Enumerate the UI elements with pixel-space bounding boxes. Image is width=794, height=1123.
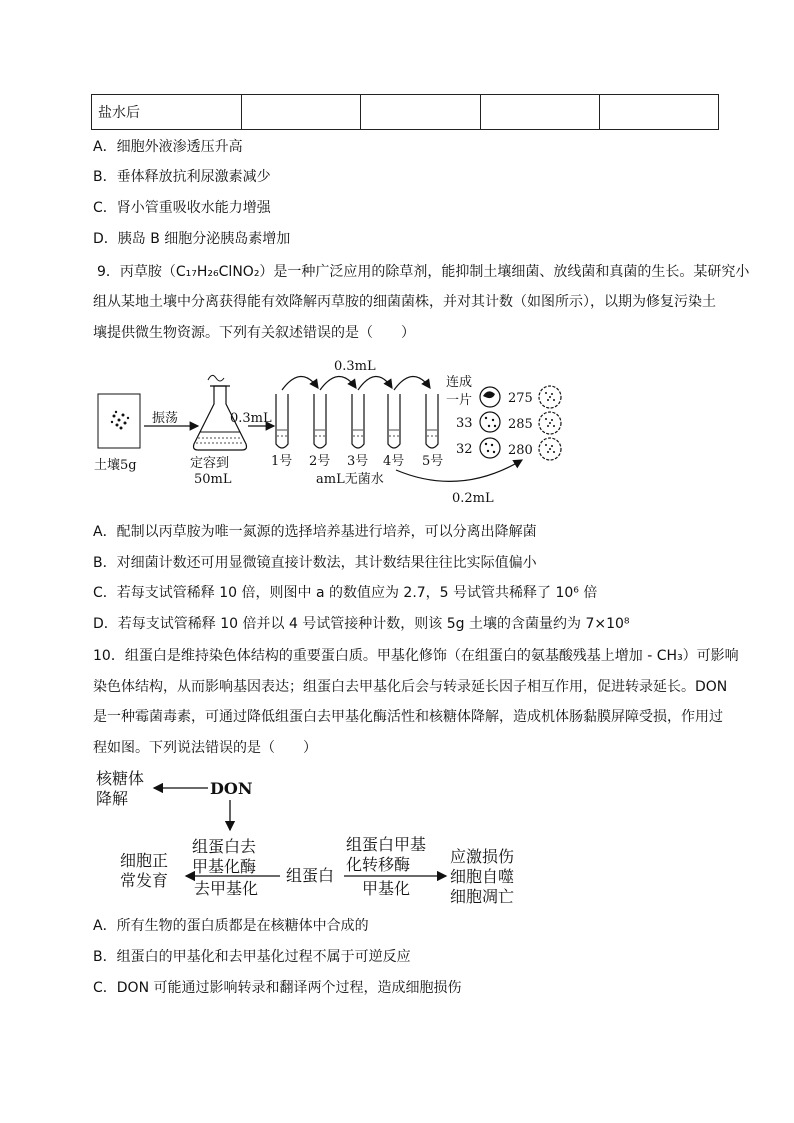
count-right-2: 285 — [508, 417, 533, 432]
table-cell — [242, 95, 361, 130]
tube-label-5: 5号 — [422, 454, 444, 469]
test-tubes — [276, 394, 438, 448]
ribosome-label-line1: 核糖体 — [96, 769, 145, 788]
q8-option-a: A．细胞外液渗透压升高 — [93, 139, 243, 155]
merged-label-line1: 连成 — [446, 375, 473, 390]
q10-option-b: B．组蛋白的甲基化和去甲基化过程不属于可逆反应 — [93, 949, 411, 965]
table-cell — [361, 95, 480, 130]
count-right-1: 275 — [508, 391, 533, 406]
table-cell — [480, 95, 599, 130]
shake-label: 振荡 — [152, 411, 179, 426]
table-row — [92, 95, 719, 130]
demethylase-label-line2: 甲基化酶 — [192, 857, 257, 876]
q9-option-d: D．若每支试管稀释 10 倍并以 4 号试管接种计数，则该 5g 土壤的含菌量约为 7×10⁸ — [93, 616, 630, 632]
demethylation-label: 去甲基化 — [194, 879, 259, 898]
tube-label-4: 4号 — [383, 454, 405, 469]
data-table — [91, 94, 719, 130]
count-right-3: 280 — [508, 443, 533, 458]
q9-option-c: C．若每支试管稀释 10 倍，则图中 a 的数值应为 2.7，5 号试管共稀释了 10⁶ 倍 — [93, 585, 598, 601]
volume-label: 0.3mL — [230, 411, 272, 426]
petri-dishes-right — [539, 386, 561, 460]
tube-label-2: 2号 — [309, 454, 331, 469]
q10-option-a: A．所有生物的蛋白质都是在核糖体中合成的 — [93, 918, 369, 934]
q8-option-c: C．肾小管重吸收水能力增强 — [93, 200, 271, 216]
soil-particles — [111, 411, 129, 430]
outcome-line2: 细胞自噬 — [450, 867, 515, 886]
transferase-label-line2: 化转移酶 — [346, 855, 411, 874]
flask-label-line2: 50mL — [194, 472, 232, 487]
count-left-1: 33 — [456, 416, 473, 431]
transfer-arrows — [282, 376, 430, 390]
q10-stem-line4: 程如图。下列说法错误的是（ ） — [93, 740, 317, 756]
sterile-water-label: amL无菌水 — [316, 472, 384, 487]
ribosome-label-line2: 降解 — [96, 789, 129, 808]
outcome-line3: 细胞凋亡 — [450, 887, 515, 906]
don-label: DON — [210, 779, 253, 798]
q10-stem-line1: 10．组蛋白是维持染色体结构的重要蛋白质。甲基化修饰（在组蛋白的氨基酸残基上增加 - CH₃）可影响 — [93, 648, 739, 664]
normal-development-line2: 常发育 — [120, 871, 169, 890]
methylation-label: 甲基化 — [362, 879, 411, 898]
transferase-label-line1: 组蛋白甲基 — [346, 835, 427, 854]
histone-label: 组蛋白 — [286, 866, 335, 885]
q9-option-a: A．配制以丙草胺为唯一氮源的选择培养基进行培养，可以分离出降解菌 — [93, 524, 537, 540]
histone-pathway-figure — [90, 764, 550, 912]
soil-label: 土壤5g — [94, 458, 137, 473]
q8-option-b: B．垂体释放抗利尿激素减少 — [93, 169, 271, 185]
table-cell — [599, 95, 718, 130]
count-left-2: 32 — [456, 442, 473, 457]
arrow-tube4-to-plates — [396, 460, 522, 481]
q9-stem-line3: 壤提供微生物资源。下列有关叙述错误的是（ ） — [93, 325, 415, 341]
q10-option-c: C．DON 可能通过影响转录和翻译两个过程，造成细胞损伤 — [93, 980, 462, 996]
petri-dishes-left — [480, 387, 500, 458]
merged-label-line2: 一片 — [446, 393, 473, 408]
transfer-volume-label: 0.3mL — [334, 359, 376, 374]
q10-stem-line3: 是一种霉菌毒素，可通过降低组蛋白去甲基化酶活性和核糖体降解，造成机体肠黏膜屏障受损，作用过 — [93, 709, 723, 725]
normal-development-line1: 细胞正 — [120, 851, 169, 870]
table-cell-label: 盐水后 — [92, 95, 242, 130]
q10-stem-line2: 染色体结构，从而影响基因表达；组蛋白去甲基化后会与转录延长因子相互作用，促进转录延长。DON — [93, 679, 728, 695]
tube-label-3: 3号 — [347, 454, 369, 469]
q8-option-d: D．胰岛 B 细胞分泌胰岛素增加 — [93, 231, 291, 247]
plating-volume-label: 0.2mL — [452, 491, 494, 506]
outcome-line1: 应激损伤 — [450, 847, 515, 866]
flask-label-line1: 定容到 — [190, 456, 230, 471]
q9-stem-line1: 9．丙草胺（C₁₇H₂₆ClNO₂）是一种广泛应用的除草剂，能抑制土壤细菌、放线菌和真菌的生长。某研究小 — [97, 264, 750, 280]
demethylase-label-line1: 组蛋白去 — [192, 837, 257, 856]
tube-label-1: 1号 — [271, 454, 293, 469]
q9-stem-line2: 组从某地土壤中分离获得能有效降解丙草胺的细菌菌株，并对其计数（如图所示），以期为修复污染土 — [93, 294, 716, 310]
q9-option-b: B．对细菌计数还可用显微镜直接计数法，其计数结果往往比实际值偏小 — [93, 555, 537, 571]
dilution-figure — [90, 352, 570, 512]
